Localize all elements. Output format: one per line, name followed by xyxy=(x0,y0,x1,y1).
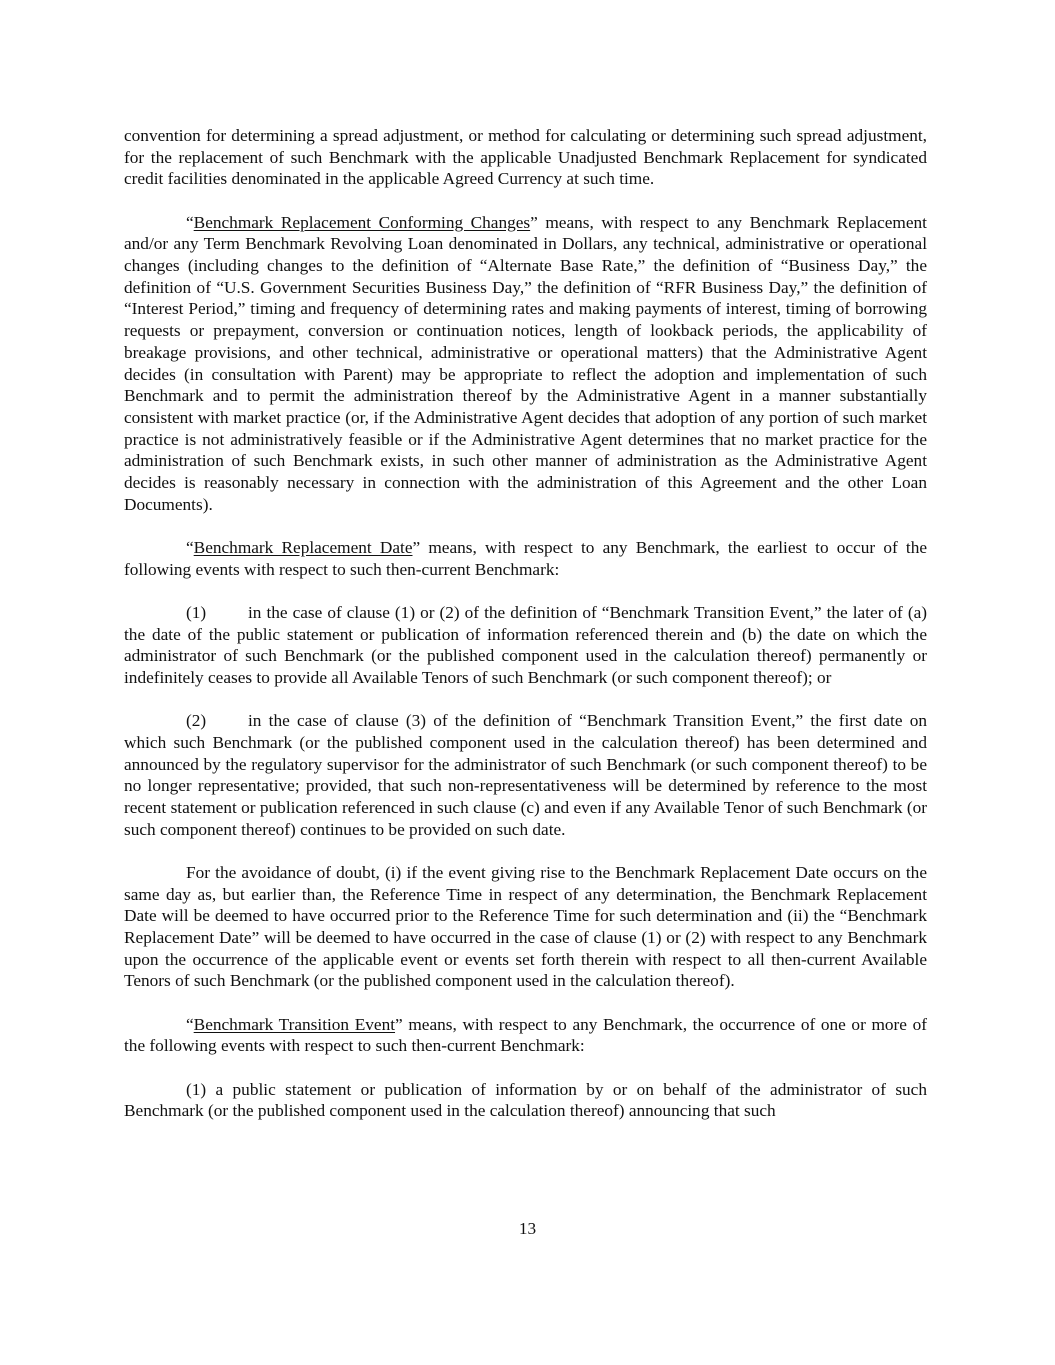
open-quote: “ xyxy=(186,537,194,557)
open-quote: “ xyxy=(186,212,194,232)
definition-text: ” means, with respect to any Benchmark, the occurrence of one or more of the following events with respect to such then-current Benchmark: xyxy=(124,1014,928,1056)
paragraph-avoidance-of-doubt: For the avoidance of doubt, (i) if the event giving rise to the Benchmark Replacement Date occurs on the same day as, but earlier than, the Reference Time in respect of any determination, the Benchmark Replacement Date will be deemed to have occurred prior to the Reference Time for such determination and (ii) the “Benchmark Replacement Date” will be deemed to have occurred in the case of clause (1) or (2) with respect to any Benchmark upon the occurrence of the applicable event or events set forth therein with respect to all then-current Available Tenors of such Benchmark (or the published component used in the calculation thereof). xyxy=(124,862,927,991)
clause-number: (1) xyxy=(186,602,207,622)
clause-2 xyxy=(124,710,927,840)
transition-event-clause-1: (1) a public statement or publication of information by or on behalf of the administrator of such Benchmark (or the published component used in the calculation thereof) announcing that such xyxy=(124,1079,927,1121)
clause-text: in the case of clause (1) or (2) of the definition of “Benchmark Transition Event,” the later of (a) the date of the public statement or publication of information referenced therein and (b) the date on which the administrator of such Benchmark (or the published component used in the calculation thereof) permanently or indefinitely ceases to provide all Available Tenors of such Benchmark (or such component thereof); or xyxy=(124,602,927,687)
paragraph-spread-adjustment-continuation: convention for determining a spread adjustment, or method for calculating or determining such spread adjustment, for the replacement of such Benchmark with the applicable Unadjusted Benchmark Replacement for syndicated credit facilities denominated in the applicable Agreed Currency at such time. xyxy=(124,126,927,189)
clause-text: in the case of clause (3) of the definition of “Benchmark Transition Event,” the first date on which such Benchmark (or the published component used in the calculation thereof) has been determined and announced by the regulatory supervisor for the administrator of such Benchmark (or such component thereof) to be no longer representative; provided, that such non-representativeness will be determined by reference to the most recent statement or publication referenced in such clause (c) and even if any Available Tenor of such Benchmark (or such component thereof) continues to be provided on such date. xyxy=(124,711,927,839)
definition-benchmark-replacement-conforming-changes xyxy=(124,212,927,516)
defined-term: Benchmark Transition Event xyxy=(193,1014,396,1034)
definition-benchmark-transition-event xyxy=(124,1014,927,1057)
definition-benchmark-replacement-date xyxy=(124,537,927,580)
defined-term: Benchmark Replacement Conforming Changes xyxy=(193,212,531,232)
clause-number: (2) xyxy=(186,711,207,731)
definition-text: ” means, with respect to any Benchmark, the earliest to occur of the following events with respect to such then-current Benchmark: xyxy=(124,537,928,579)
page-number: 13 xyxy=(518,1219,537,1238)
clause-1 xyxy=(124,602,927,689)
document-page xyxy=(124,125,927,1143)
defined-term: Benchmark Replacement Date xyxy=(193,537,413,557)
open-quote: “ xyxy=(186,1014,194,1034)
definition-text: ” means, with respect to any Benchmark Replacement and/or any Term Benchmark Revolving Loan denominated in Dollars, any technical, administrative or operational changes (including changes to the definition of “Alternate Base Rate,” the definition of “Business Day,” the definition of “U.S. Government Securities Business Day,” the definition of “RFR Business Day,” the definition of “Interest Period,” timing and frequency of determining rates and making payments of interest, timing of borrowing requests or prepayment, conversion or continuation notices, length of lookback periods, the applicability of breakage provisions, and other technical, administrative or operational matters) that the Administrative Agent decides (in consultation with Parent) may be appropriate to reflect the adoption and implementation of such Benchmark and to permit the administration thereof by the Administrative Agent in a manner substantially consistent with market practice (or, if the Administrative Agent decides that adoption of any portion of such market practice is not administratively feasible or if the Administrative Agent determines that no market practice for the administration of such Benchmark exists, in such other manner of administration as the Administrative Agent decides is reasonably necessary in connection with the administration of this Agreement and the other Loan Documents). xyxy=(124,212,927,514)
